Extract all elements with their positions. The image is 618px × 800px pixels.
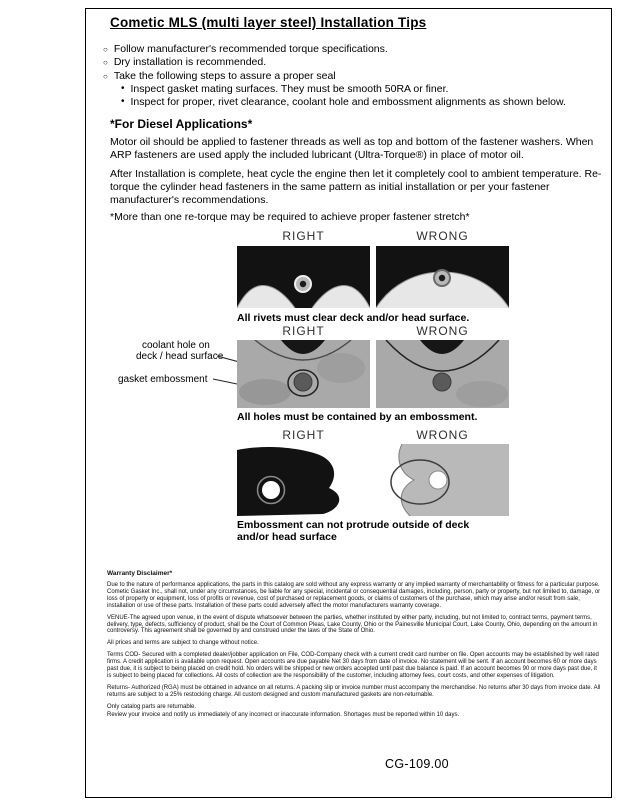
bullet-icon: ○	[103, 71, 108, 81]
bullet-icon: ○	[103, 45, 108, 54]
tip-text: Inspect for proper, rivet clearance, coolant hole and embossment alignments as shown below.	[130, 96, 566, 109]
diagram-protrusion-right	[237, 444, 370, 516]
list-item	[103, 70, 608, 83]
right-label-row2: RIGHT	[282, 324, 325, 338]
rivet-right-illustration	[237, 246, 370, 308]
diagram-protrusion-wrong	[376, 444, 509, 516]
list-item	[103, 96, 608, 109]
list-item	[103, 43, 608, 56]
legal-paragraph: VENUE-The agreed upon venue, in the event of dispute whatsoever between the parties, whether instituted by either party, including, but not limited to, contract terms, payment terms, delivery, type, defects, sufficiency of product, shall be the Court of Common Pleas, Lake County, Ohio or the Painesville Municipal Court, Lake County, Ohio, depending on the amount in controversy. This agreement shall be governed by and construed under the laws of the State of Ohio.	[107, 614, 598, 635]
warranty-heading: Warranty Disclaimer*	[107, 570, 173, 577]
legal-paragraph: Due to the nature of performance applications, the parts in this catalog are sold without any express warranty or any implied warranty of merchantability or fitness for a particular purpose. Cometic Gasket Inc., shall not, under any circumstances, be liable for any special, incidental or consequential damages, including, person, party or property, but not limited to, damage, or loss of property or equipment, loss of profits or revenue, cost of purchased or replacement goods, or claims of customers of the purchase, which may arise and/or result from sale, installation or use of these parts. Installation of these parts could adversely affect the motor manufacturers warranty coverage.	[107, 582, 601, 609]
right-label-row3: RIGHT	[282, 428, 325, 442]
row2-caption: All holes must be contained by an embossment.	[237, 411, 478, 423]
list-item	[103, 83, 608, 96]
page-title: Cometic MLS (multi layer steel) Installation Tips	[110, 15, 427, 30]
wrong-label-row3: WRONG	[416, 428, 469, 442]
rivet-wrong-illustration	[376, 246, 509, 308]
gasket-embossment-label: gasket embossment	[118, 374, 208, 385]
legal-paragraph: All prices and terms are subject to change without notice.	[107, 640, 259, 647]
diesel-heading: *For Diesel Applications*	[110, 117, 253, 131]
coolant-hole-label-line1: coolant hole on	[142, 340, 210, 351]
tip-text: Follow manufacturer's recommended torque specifications.	[113, 43, 388, 55]
row3-caption-line1: Embossment can not protrude outside of deck	[237, 519, 470, 531]
embossment-right-illustration	[237, 340, 370, 408]
retorque-note: *More than one re-torque may be required to achieve proper fastener stretch*	[110, 211, 470, 223]
row3-caption-line2: and/or head surface	[237, 531, 337, 543]
bullet-icon: •	[121, 96, 125, 108]
wrong-label-row2: WRONG	[416, 324, 469, 338]
protrusion-wrong-illustration	[376, 444, 509, 516]
row1-caption: All rivets must clear deck and/or head surface.	[237, 312, 470, 324]
legal-paragraph: Only catalog parts are returnable.	[107, 703, 197, 710]
legal-paragraph: Terms COD- Secured with a completed dealer/jobber application on File, COD-Company check with a current credit card number on file. Open accounts may be established by well rated firms. A credit application is available upon request. Open accounts are due payable Net 30 days from date of invoice. No statement will be sent. If an account becomes 60 or more days past due, it is subject to being placed on credit hold. No orders will be shipped or new orders accepted until past due balance is paid. If an account becomes 90 or more days past due, it is subject to being placed for collections. All costs of collection are the responsibility of the customer, including attorney fees, court costs, and other expenses of litigation.	[107, 652, 599, 679]
diagram-embossment-wrong	[376, 340, 509, 408]
right-label-row1: RIGHT	[282, 229, 325, 243]
tip-text: Dry installation is recommended.	[113, 56, 267, 69]
diagram-rivet-wrong	[376, 246, 509, 308]
tips-list	[103, 43, 608, 109]
wrong-label-row1: WRONG	[416, 229, 469, 243]
embossment-wrong-illustration	[376, 340, 509, 408]
bullet-icon: •	[121, 82, 125, 94]
list-item	[103, 56, 608, 69]
coolant-hole-label-line2: deck / head surface	[136, 351, 224, 362]
page-number: CG-109.00	[385, 757, 449, 771]
diagram-rivet-right	[237, 246, 370, 308]
legal-paragraph: Returns- Authorized (RGA) must be obtained in advance on all returns. A packing slip or invoice number must accompany the merchandise. No returns after 30 days from invoice date. All returns are subject to a 25% restocking charge. All custom designed and custom manufactured gaskets are non-returnable.	[107, 684, 601, 698]
diesel-paragraph-2: After Installation is complete, heat cycle the engine then let it completely cool to ambient temperature. Re-torque the cylinder head fasteners in the same pattern as initial installation or per your fastener manufacturer's recommendations.	[110, 168, 602, 207]
warranty-disclaimer	[107, 570, 601, 724]
protrusion-right-illustration	[237, 444, 370, 516]
tip-text: Inspect gasket mating surfaces. They must be smooth 50RA or finer.	[130, 82, 449, 95]
diagram-embossment-right	[237, 340, 370, 408]
legal-paragraph: Review your invoice and notify us immediately of any incorrect or inaccurate information. Shortages must be reported within 10 days.	[107, 711, 460, 718]
diesel-paragraph-1: Motor oil should be applied to fastener threads as well as top and bottom of the fastener washers. When ARP fasteners are used apply the included lubricant (Ultra-Torque®) in place of motor oil.	[110, 136, 594, 162]
bullet-icon: ○	[103, 58, 108, 68]
tip-text: Take the following steps to assure a proper seal	[113, 69, 336, 82]
